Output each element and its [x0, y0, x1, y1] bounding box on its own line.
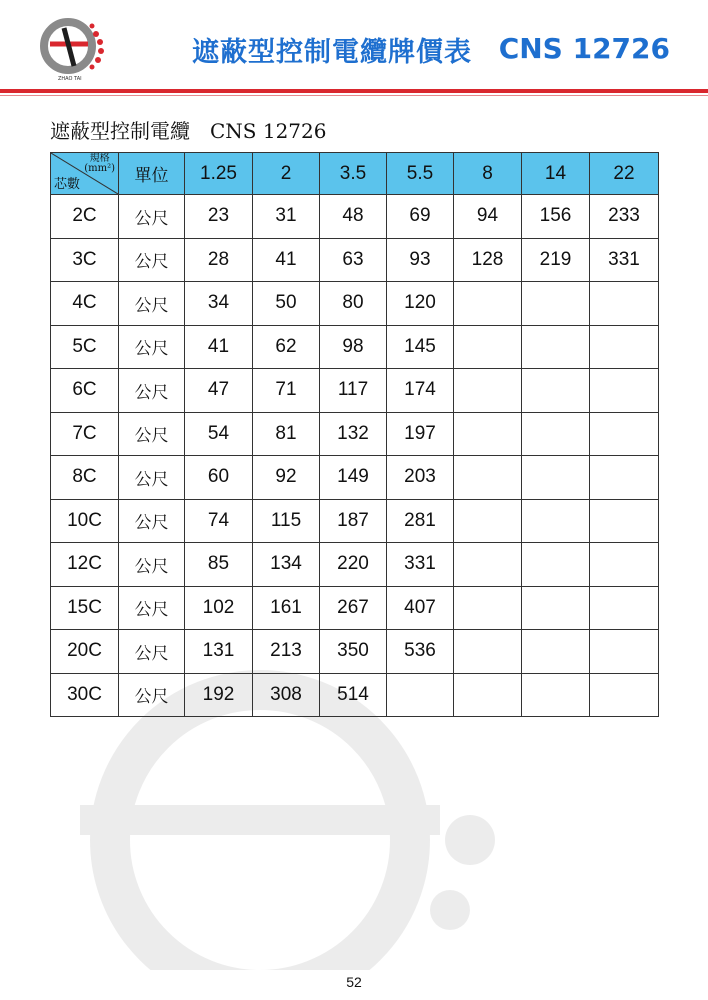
price-cell: 31 — [253, 195, 320, 239]
price-cell — [454, 673, 522, 717]
table-row — [51, 412, 659, 456]
price-cell: 60 — [185, 456, 253, 500]
unit-cell: 公尺 — [119, 499, 185, 543]
price-cell — [454, 282, 522, 326]
size-header-cell: 14 — [522, 153, 590, 195]
price-cell: 47 — [185, 369, 253, 413]
price-cell — [454, 630, 522, 674]
table-header-row — [51, 153, 659, 195]
table-row — [51, 586, 659, 630]
unit-cell: 公尺 — [119, 630, 185, 674]
price-cell: 28 — [185, 238, 253, 282]
price-cell: 102 — [185, 586, 253, 630]
price-cell: 128 — [454, 238, 522, 282]
table-row — [51, 325, 659, 369]
price-cell — [522, 412, 590, 456]
price-cell: 514 — [320, 673, 387, 717]
price-cell — [590, 456, 659, 500]
spec-label: 規格 (mm²) — [84, 153, 115, 174]
price-cell: 132 — [320, 412, 387, 456]
price-cell: 350 — [320, 630, 387, 674]
svg-text:ZHAO TAI: ZHAO TAI — [58, 76, 82, 82]
price-cell — [522, 630, 590, 674]
price-cell: 23 — [185, 195, 253, 239]
unit-cell: 公尺 — [119, 586, 185, 630]
price-cell: 145 — [387, 325, 454, 369]
size-header-cell: 5.5 — [387, 153, 454, 195]
unit-cell: 公尺 — [119, 543, 185, 587]
price-cell: 115 — [253, 499, 320, 543]
unit-cell: 公尺 — [119, 673, 185, 717]
size-header-cell: 8 — [454, 153, 522, 195]
unit-cell: 公尺 — [119, 369, 185, 413]
price-cell — [590, 543, 659, 587]
price-cell — [454, 412, 522, 456]
price-cell — [454, 456, 522, 500]
unit-cell: 公尺 — [119, 325, 185, 369]
cores-cell: 4C — [51, 282, 119, 326]
price-cell — [590, 499, 659, 543]
price-cell — [454, 325, 522, 369]
unit-cell: 公尺 — [119, 456, 185, 500]
price-cell: 63 — [320, 238, 387, 282]
price-cell: 62 — [253, 325, 320, 369]
price-cell: 331 — [387, 543, 454, 587]
cores-cell: 8C — [51, 456, 119, 500]
price-cell: 149 — [320, 456, 387, 500]
table-row — [51, 456, 659, 500]
unit-cell: 公尺 — [119, 238, 185, 282]
price-cell: 219 — [522, 238, 590, 282]
price-cell — [522, 499, 590, 543]
table-row — [51, 499, 659, 543]
price-cell — [590, 412, 659, 456]
company-logo-icon — [38, 14, 112, 84]
cores-cell: 5C — [51, 325, 119, 369]
table-subtitle: 遮蔽型控制電纜 CNS 12726 — [50, 119, 327, 143]
price-cell: 407 — [387, 586, 454, 630]
size-header-cell: 2 — [253, 153, 320, 195]
cores-cell: 15C — [51, 586, 119, 630]
size-header-cell: 1.25 — [185, 153, 253, 195]
cores-cell: 2C — [51, 195, 119, 239]
unit-cell: 公尺 — [119, 195, 185, 239]
price-cell: 281 — [387, 499, 454, 543]
price-cell: 131 — [185, 630, 253, 674]
price-cell: 117 — [320, 369, 387, 413]
header-divider-thin — [0, 95, 708, 96]
price-cell: 34 — [185, 282, 253, 326]
cores-cell: 7C — [51, 412, 119, 456]
price-cell — [454, 499, 522, 543]
price-cell: 156 — [522, 195, 590, 239]
price-cell — [590, 630, 659, 674]
price-cell: 187 — [320, 499, 387, 543]
price-cell — [590, 325, 659, 369]
size-header-cell: 22 — [590, 153, 659, 195]
price-cell: 81 — [253, 412, 320, 456]
size-header-cell: 3.5 — [320, 153, 387, 195]
price-cell: 197 — [387, 412, 454, 456]
price-cell: 85 — [185, 543, 253, 587]
price-cell: 54 — [185, 412, 253, 456]
price-cell: 74 — [185, 499, 253, 543]
price-cell — [522, 543, 590, 587]
price-cell — [454, 369, 522, 413]
table-row — [51, 369, 659, 413]
price-cell: 161 — [253, 586, 320, 630]
table-row — [51, 630, 659, 674]
price-cell: 213 — [253, 630, 320, 674]
cores-cell: 10C — [51, 499, 119, 543]
price-cell — [522, 456, 590, 500]
price-cell: 134 — [253, 543, 320, 587]
price-cell — [522, 369, 590, 413]
price-cell: 69 — [387, 195, 454, 239]
unit-cell: 公尺 — [119, 282, 185, 326]
price-cell: 48 — [320, 195, 387, 239]
cores-cell: 12C — [51, 543, 119, 587]
price-cell: 331 — [590, 238, 659, 282]
price-cell — [590, 673, 659, 717]
price-cell: 536 — [387, 630, 454, 674]
price-cell — [454, 586, 522, 630]
price-cell — [387, 673, 454, 717]
unit-cell: 公尺 — [119, 412, 185, 456]
price-cell: 41 — [185, 325, 253, 369]
price-table-body — [51, 195, 659, 717]
corner-header-cell — [51, 153, 119, 195]
price-cell — [590, 369, 659, 413]
header-divider-red — [0, 89, 708, 93]
cores-label: 芯數 — [54, 177, 81, 192]
price-cell — [522, 325, 590, 369]
cores-cell: 20C — [51, 630, 119, 674]
page-number: 52 — [346, 974, 362, 990]
table-row — [51, 673, 659, 717]
price-cell: 98 — [320, 325, 387, 369]
price-cell: 120 — [387, 282, 454, 326]
table-row — [51, 543, 659, 587]
unit-header-cell: 單位 — [119, 153, 185, 195]
page-header-title: 遮蔽型控制電纜牌價表 — [192, 37, 472, 68]
price-cell: 203 — [387, 456, 454, 500]
price-cell: 41 — [253, 238, 320, 282]
price-cell: 267 — [320, 586, 387, 630]
price-table — [50, 152, 659, 717]
price-cell: 80 — [320, 282, 387, 326]
cores-cell: 3C — [51, 238, 119, 282]
cores-cell: 30C — [51, 673, 119, 717]
price-cell: 92 — [253, 456, 320, 500]
price-cell: 220 — [320, 543, 387, 587]
price-cell — [522, 282, 590, 326]
price-cell — [590, 586, 659, 630]
price-cell: 308 — [253, 673, 320, 717]
cores-cell: 6C — [51, 369, 119, 413]
price-cell — [590, 282, 659, 326]
table-row — [51, 195, 659, 239]
price-cell: 71 — [253, 369, 320, 413]
price-cell: 233 — [590, 195, 659, 239]
price-cell — [522, 586, 590, 630]
price-cell: 93 — [387, 238, 454, 282]
price-cell: 192 — [185, 673, 253, 717]
price-cell: 174 — [387, 369, 454, 413]
table-row — [51, 282, 659, 326]
price-cell — [522, 673, 590, 717]
page-header-standard: CNS 12726 — [498, 32, 670, 65]
price-cell — [454, 543, 522, 587]
table-row — [51, 238, 659, 282]
price-cell: 50 — [253, 282, 320, 326]
price-cell: 94 — [454, 195, 522, 239]
